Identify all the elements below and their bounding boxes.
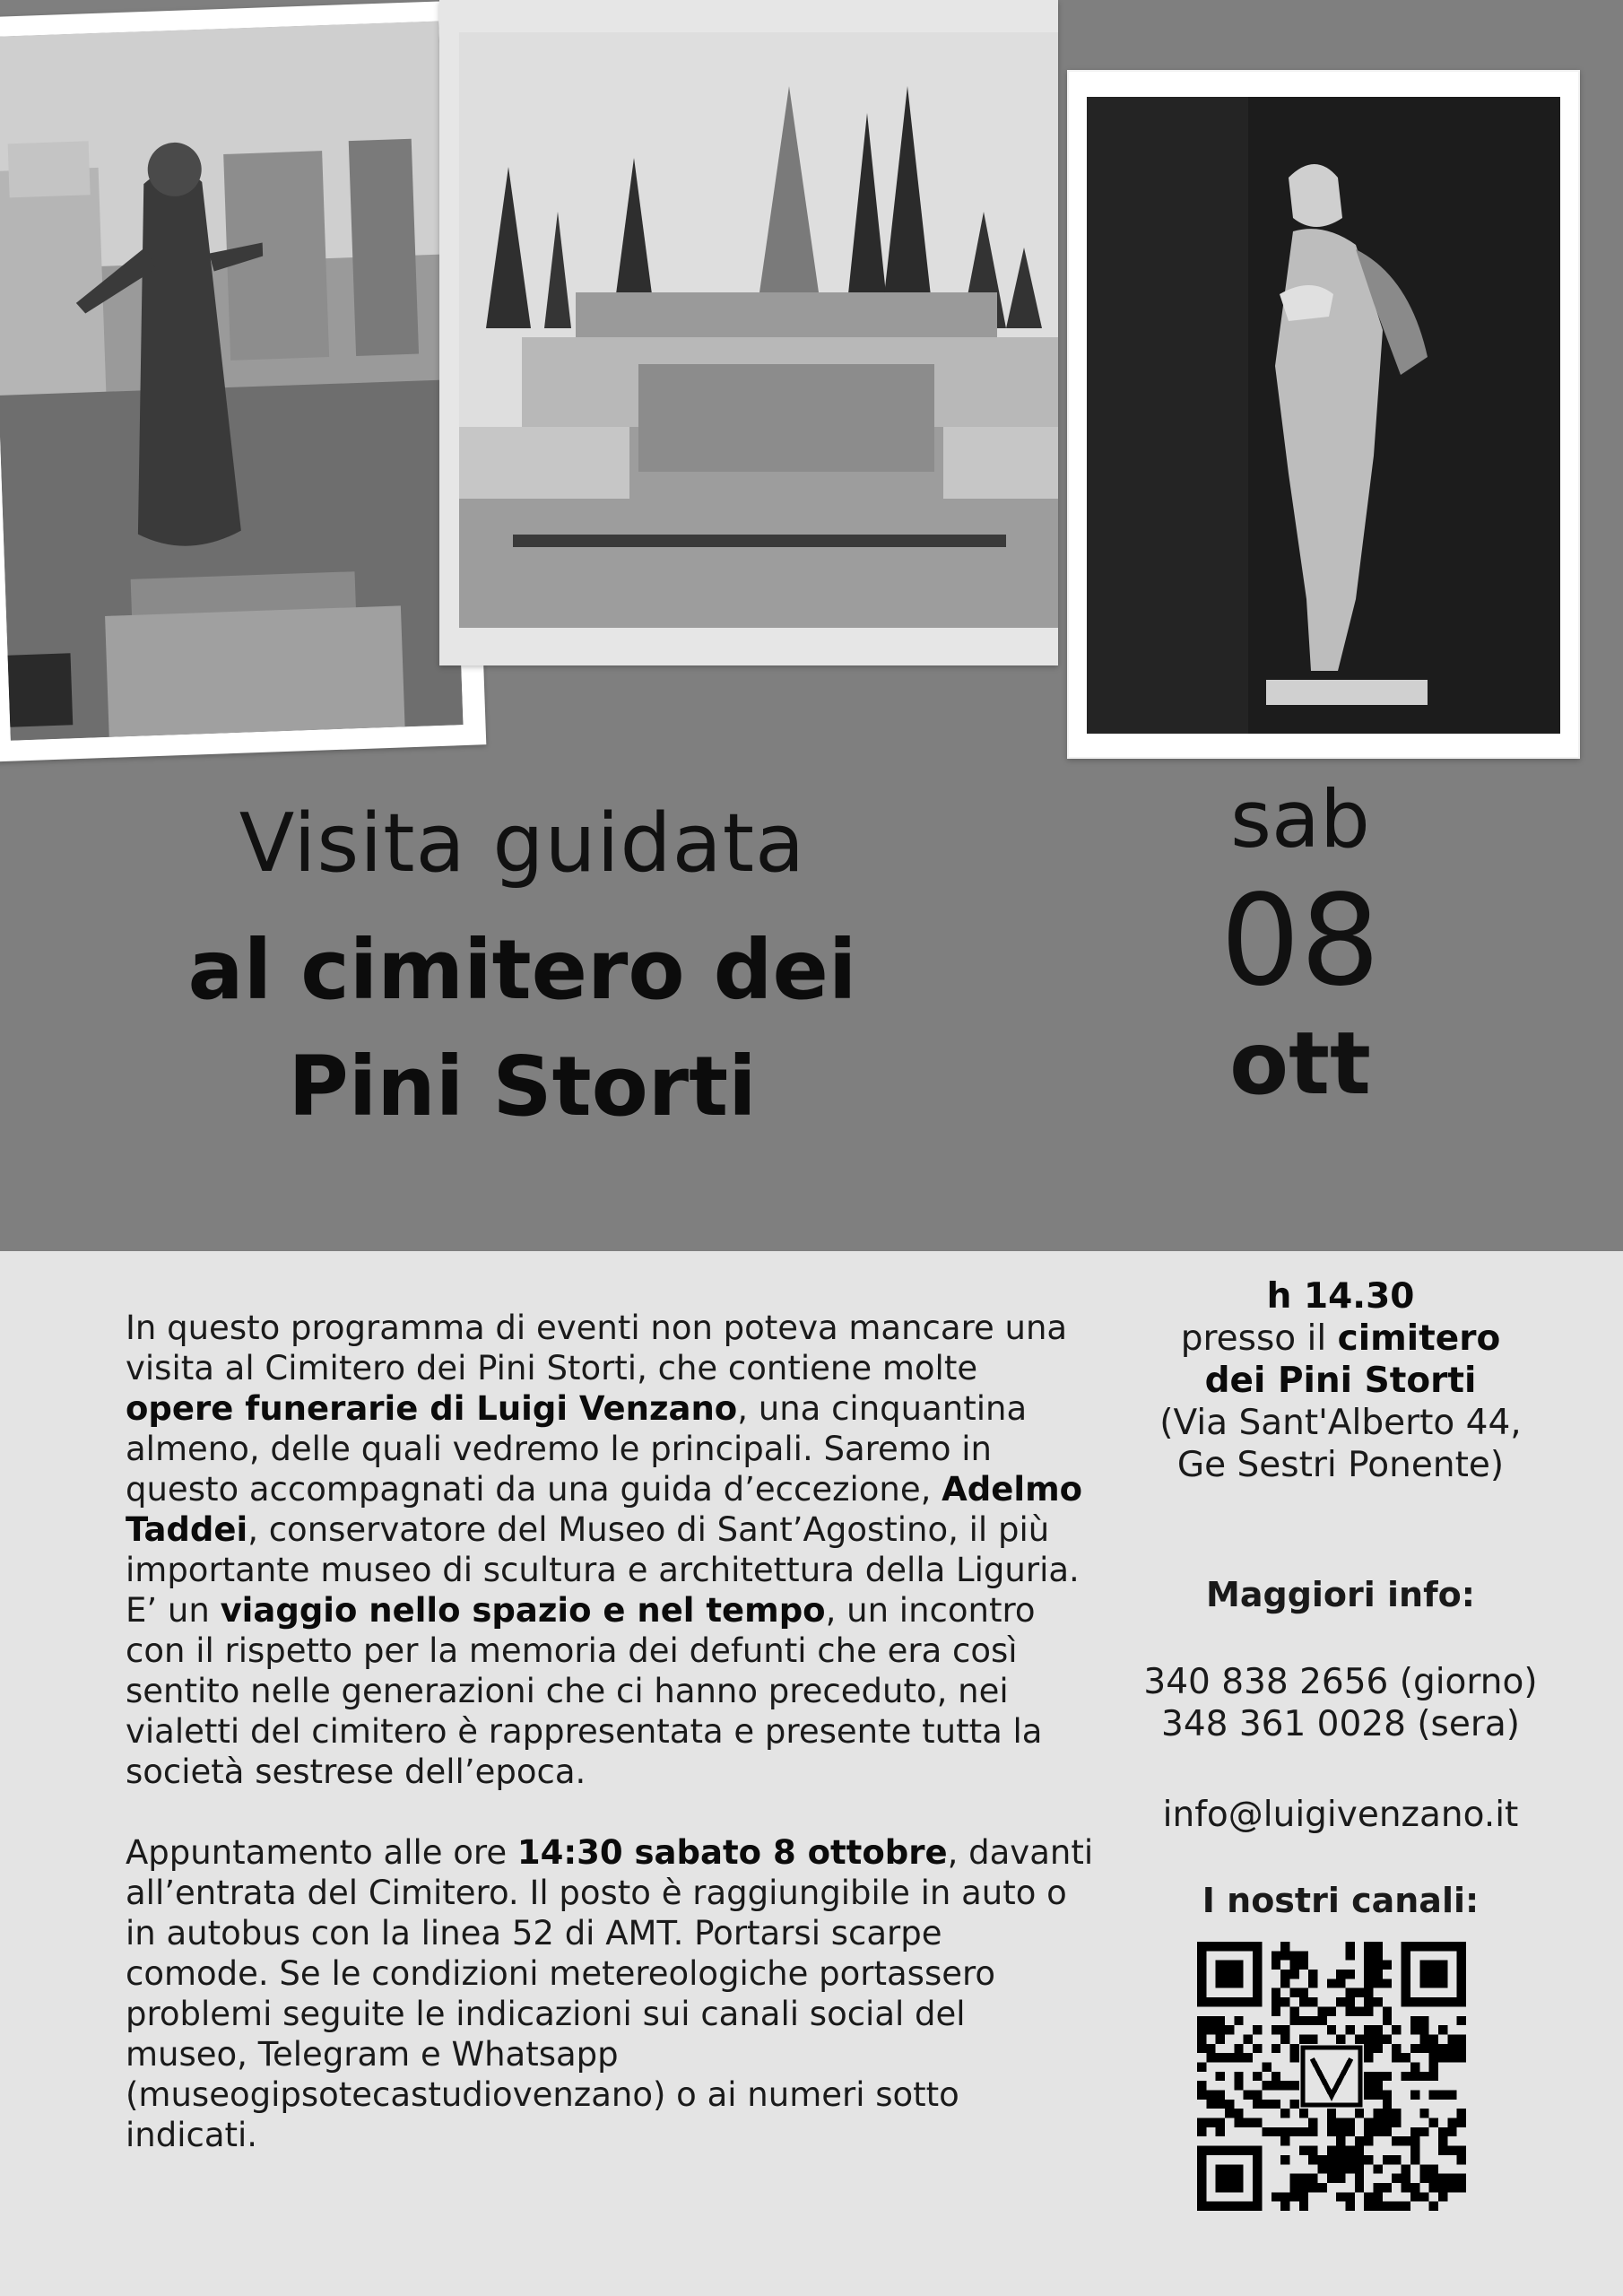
venzano-v-logo-icon: [1299, 2044, 1364, 2109]
monument-image: [459, 32, 1058, 628]
title-line-2: al cimitero dei: [187, 922, 857, 1018]
paragraph-appointment: Appuntamento alle ore 14:30 sabato 8 ottobre, davanti all’entrata del Cimitero. Il posto è raggiungibile in auto o in autobus con la linea 52 di AMT. Portarsi scarpe comode. Se le condizioni metereologiche portassero problemi seguite le indicazioni sui canali social del museo, Telegram e Whatsapp (museogipsotecastudiovenzano) o ai numeri sotto indicati.: [126, 1833, 1094, 2154]
priest-statue-image: [0, 22, 464, 741]
event-details: h 14.30 presso il cimitero dei Pini Storti (Via Sant'Alberto 44, Ge Sestri Ponente): [1159, 1276, 1522, 1485]
photo-female-statue: [1067, 70, 1580, 759]
email-link[interactable]: info@luigivenzano.it: [1162, 1795, 1519, 1835]
date-day: sab: [1230, 773, 1370, 865]
finder-top-right: [1402, 1942, 1466, 2006]
phone-numbers: [1121, 1661, 1560, 1745]
date-month: ott: [1229, 1013, 1371, 1114]
photo-priest-statue: [0, 1, 486, 762]
date-number: 08: [1219, 868, 1381, 1014]
channels-heading: I nostri canali:: [1202, 1881, 1480, 1920]
paragraph-intro: In questo programma di eventi non poteva mancare una visita al Cimitero dei Pini Storti, che contiene molte opere funerarie di Luigi Venzano, una cinquantina almeno, delle quali vedremo le principali. Saremo in questo accompagnati da una guida d’eccezione, Adelmo Taddei, conservatore del Museo di Sant’Agostino, il più importante museo di scultura e architettura della Liguria. E’ un viaggio nello spazio e nel tempo, un incontro con il rispetto per la memoria dei defunti che era così sentito nelle generazioni che ci hanno preceduto, nei vialetti del cimitero è rappresentata e presente tutta la società sestrese dell’epoca.: [126, 1309, 1083, 1791]
qr-code-icon[interactable]: [1197, 1942, 1466, 2211]
photo-monument: [439, 0, 1058, 665]
phone-day[interactable]: 340 838 2656 (giorno): [1143, 1662, 1538, 1702]
phone-evening[interactable]: 348 361 0028 (sera): [1161, 1704, 1520, 1744]
info-heading: Maggiori info:: [1206, 1575, 1475, 1614]
event-address-1: (Via Sant'Alberto 44,: [1159, 1403, 1522, 1443]
description: [126, 1308, 1094, 2155]
female-statue-image: [1087, 97, 1560, 734]
title-line-3: Pini Storti: [288, 1039, 757, 1135]
finder-bottom-left: [1197, 2146, 1262, 2211]
event-time: h 14.30: [1266, 1276, 1415, 1317]
title-line-1: Visita guidata: [239, 796, 806, 891]
finder-top-left: [1197, 1942, 1262, 2006]
event-place: dei Pini Storti: [1204, 1361, 1477, 1401]
event-address-2: Ge Sestri Ponente): [1176, 1445, 1505, 1485]
